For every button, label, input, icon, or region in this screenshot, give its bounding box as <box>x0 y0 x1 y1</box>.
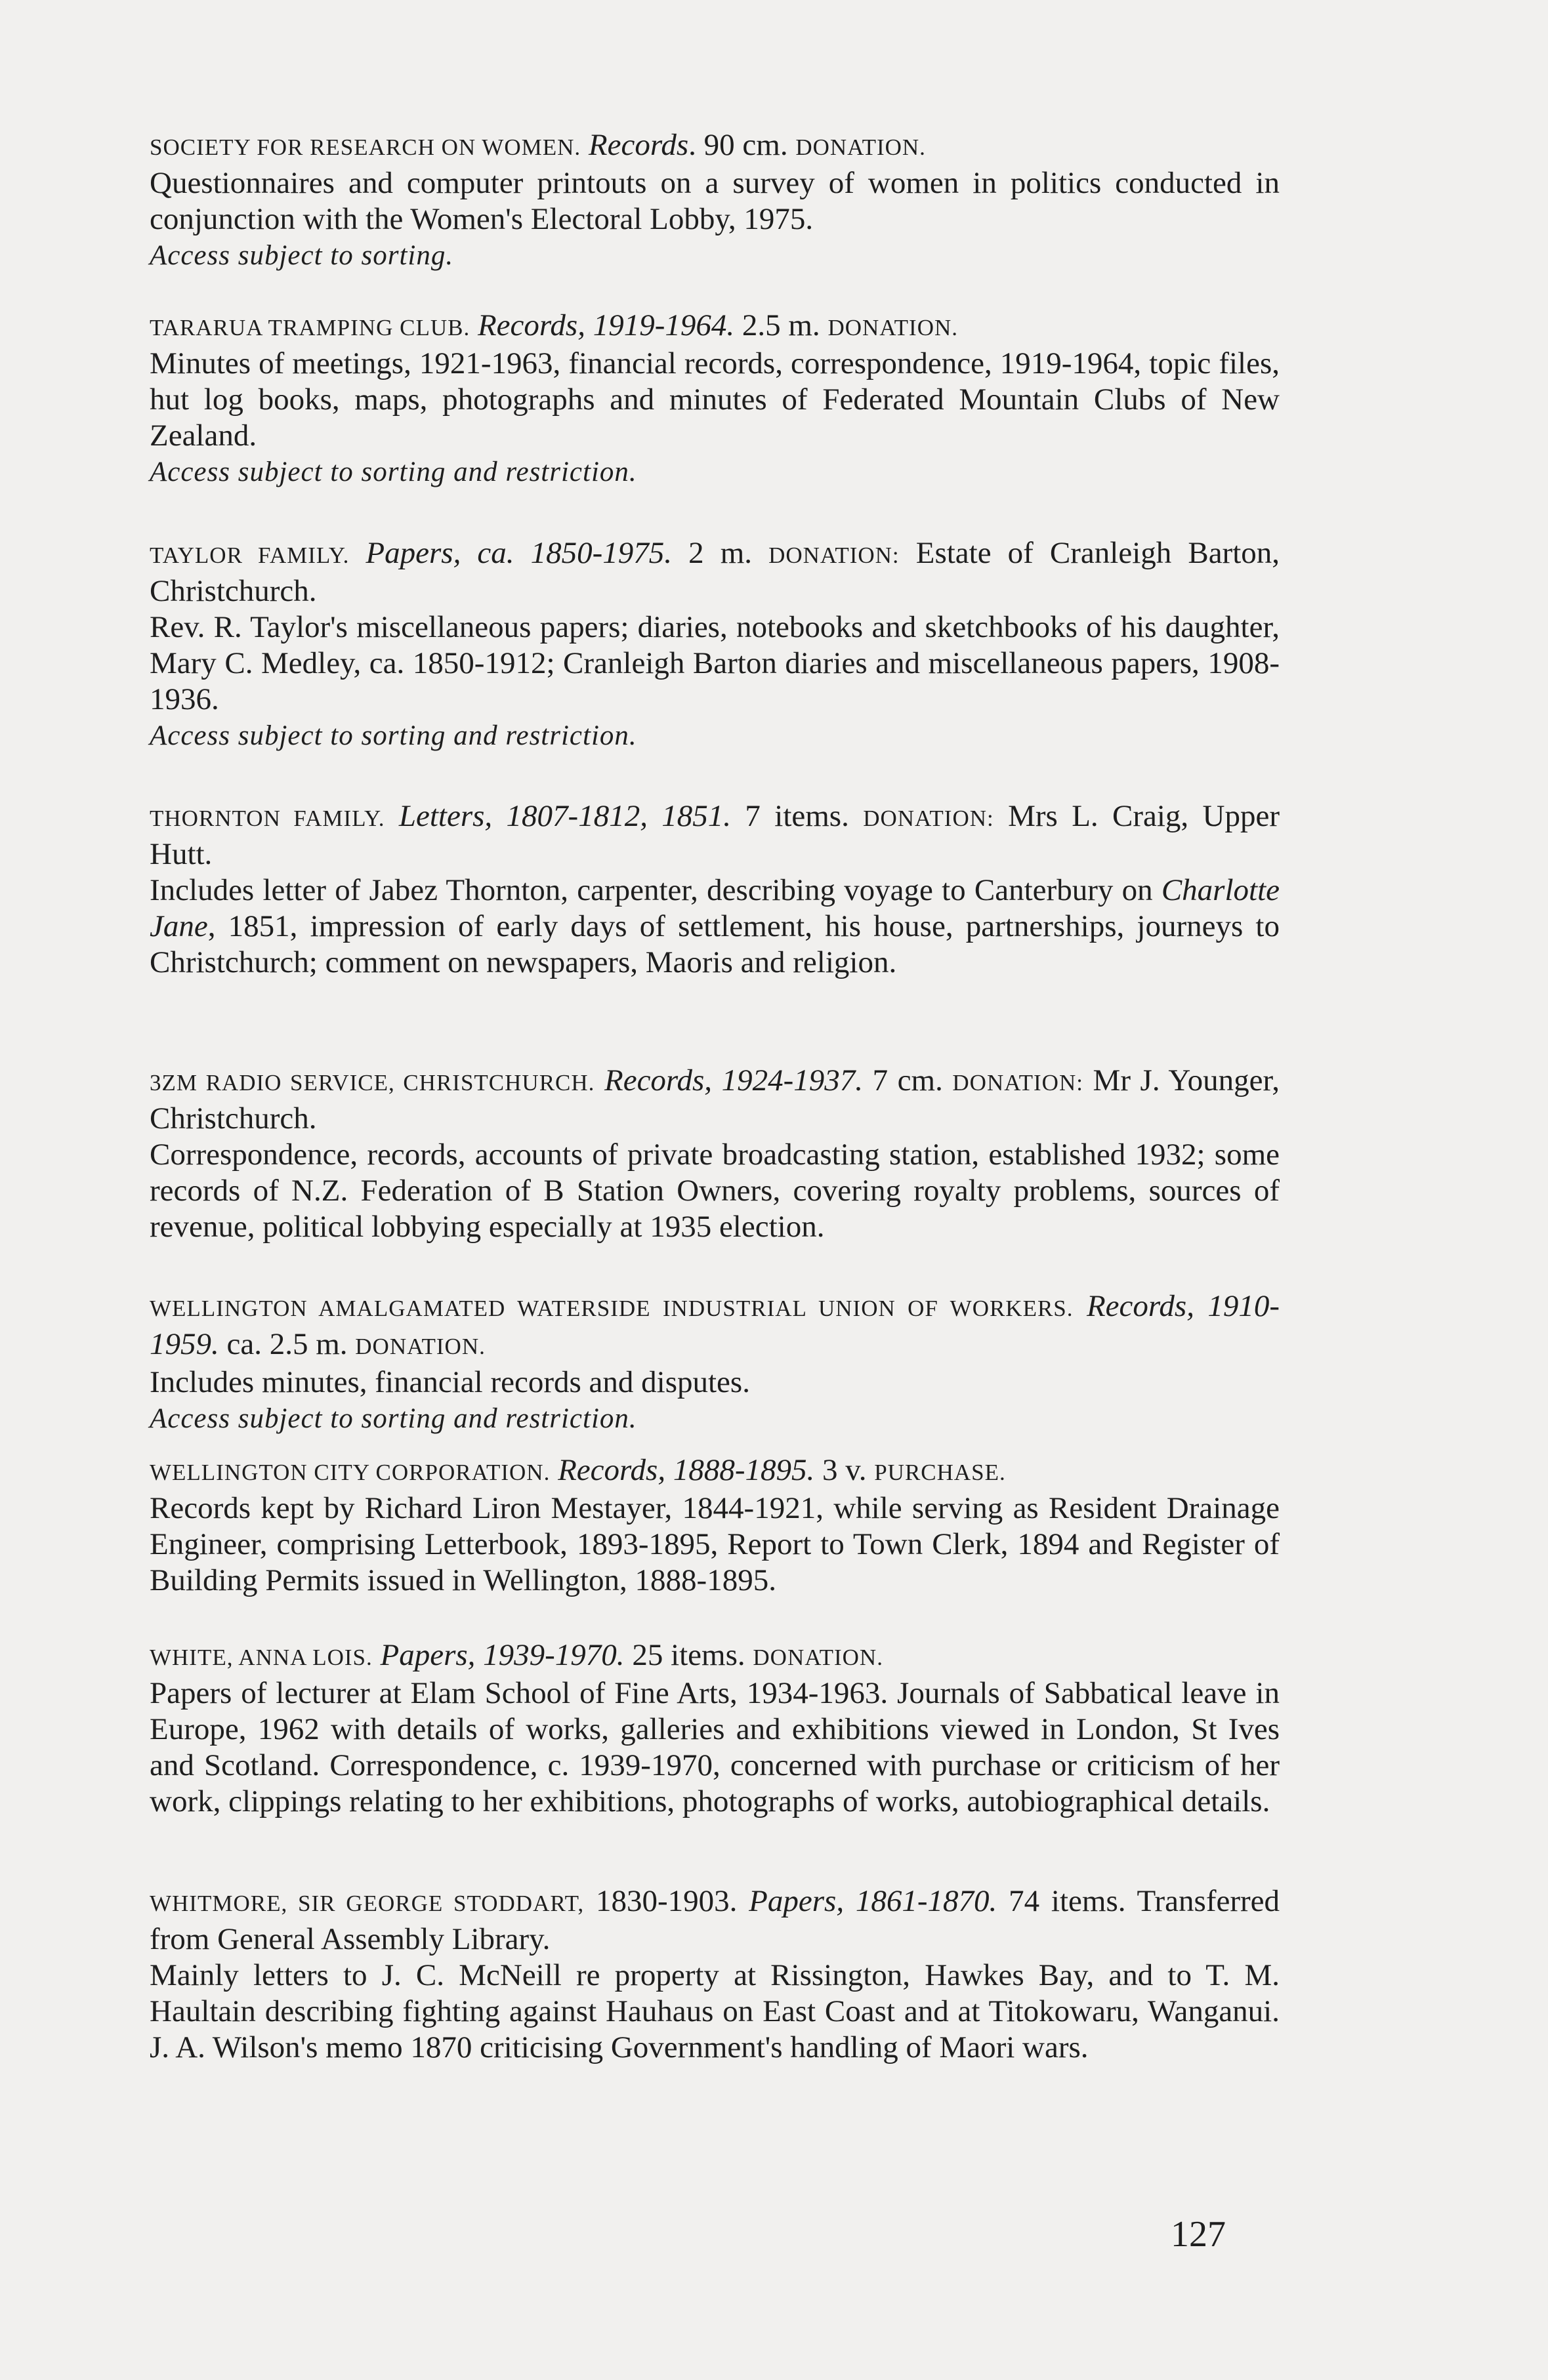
entry-name: SOCIETY FOR RESEARCH ON WOMEN. <box>150 134 581 160</box>
acquisition-label: DONATION. <box>355 1334 486 1359</box>
entry-extent: 3 v. <box>822 1453 867 1487</box>
donor: Mr J. Younger, Christchurch. <box>150 1063 1280 1136</box>
entry-wellington-city-corporation <box>150 1452 1280 1599</box>
entry-description <box>150 872 1280 981</box>
entry-name: WHITE, ANNA LOIS. <box>150 1645 373 1670</box>
page-number: 127 <box>1171 2214 1226 2255</box>
entry-heading <box>150 127 1280 165</box>
entry-form: Papers, ca. 1850-1975. <box>366 536 673 570</box>
ship-name: Charlotte Jane <box>150 873 1280 943</box>
entry-name: TAYLOR FAMILY. <box>150 543 350 568</box>
entry-description: Minutes of meetings, 1921-1963, financial records, correspondence, 1919-1964, topic files, hut log books, maps, photographs and minutes of Federated Mountain Clubs of New Zealand. <box>150 346 1280 453</box>
entry-extent: 25 items. <box>632 1638 745 1672</box>
entry-heading <box>150 798 1280 872</box>
entry-extent: 74 items. <box>1009 1884 1126 1918</box>
entry-description: Correspondence, records, accounts of private broadcasting station, established 1932; some records of N.Z. Federation of B Station Owners, covering royalty problems, sources of revenue, political lobbying especially at 1935 election. <box>150 1138 1280 1244</box>
entry-name: WHITMORE, SIR GEORGE STODDART, <box>150 1891 585 1916</box>
entry-whitmore-george-stoddart <box>150 1883 1280 2066</box>
entry-form: Records, 1919-1964. <box>477 308 735 342</box>
description-part: Includes letter of Jabez Thornton, carpenter, describing voyage to Canterbury on <box>150 873 1161 907</box>
entry-name: WELLINGTON AMALGAMATED WATERSIDE INDUSTRIAL UNION OF WORKERS. <box>150 1296 1074 1321</box>
entry-form: Records, 1888-1895. <box>558 1453 815 1487</box>
access-note: Access subject to sorting and restriction. <box>150 457 637 487</box>
entry-dates: 1830-1903. <box>595 1884 738 1918</box>
donor: Mrs L. Craig, Upper Hutt. <box>150 799 1280 871</box>
entry-name: WELLINGTON CITY CORPORATION. <box>150 1460 551 1485</box>
entry-description: Records kept by Richard Liron Mestayer, 1844-1921, while serving as Resident Drainage Engineer, comprising Letterbook, 1893-1895, Report to Town Clerk, 1894 and Register of Building Permits issued in Wellington, 1888-1895. <box>150 1491 1280 1597</box>
entry-name: TARARUA TRAMPING CLUB. <box>150 315 471 340</box>
entry-heading <box>150 1288 1280 1364</box>
entry-heading <box>150 535 1280 609</box>
acquisition-label: DONATION. <box>753 1645 883 1670</box>
entry-extent: 2 m. <box>688 536 753 570</box>
entry-3zm-radio-service <box>150 1063 1280 1245</box>
entry-form: Records, 1924-1937. <box>604 1063 863 1098</box>
entry-name: 3ZM RADIO SERVICE, CHRISTCHURCH. <box>150 1070 595 1096</box>
entry-heading <box>150 1637 1280 1675</box>
acquisition-label: DONATION: <box>863 806 994 831</box>
donor: Estate of Cranleigh Barton, Christchurch. <box>150 536 1280 608</box>
acquisition-label: DONATION: <box>768 543 900 568</box>
provenance: Transferred from General Assembly Library. <box>150 1884 1280 1956</box>
entry-heading <box>150 1883 1280 1958</box>
entry-form: Papers, 1939-1970. <box>380 1638 625 1672</box>
entry-taylor-family <box>150 535 1280 754</box>
access-note: Access subject to sorting and restriction. <box>150 1403 637 1434</box>
entry-white-anna-lois <box>150 1637 1280 1820</box>
entry-heading <box>150 1452 1280 1490</box>
access-note: Access subject to sorting. <box>150 240 454 271</box>
entry-extent: 7 items. <box>745 799 849 833</box>
entry-extent: 7 cm. <box>872 1063 943 1098</box>
entry-form: Letters, 1807-1812, 1851. <box>398 799 732 833</box>
entry-heading <box>150 1063 1280 1137</box>
entry-form: Papers, 1861-1870. <box>749 1884 997 1918</box>
entry-tararua-tramping-club <box>150 308 1280 490</box>
entry-heading <box>150 308 1280 346</box>
acquisition-label: PURCHASE. <box>874 1460 1006 1485</box>
entry-description: Questionnaires and computer printouts on a survey of women in politics conducted in conjunction with the Women's Electoral Lobby, 1975. <box>150 166 1280 236</box>
entry-wellington-waterside-union <box>150 1288 1280 1437</box>
entry-form: Records, 1910-1959. <box>150 1289 1280 1361</box>
entry-form: Records <box>588 128 689 162</box>
access-note: Access subject to sorting and restriction. <box>150 720 637 751</box>
entry-society-for-research-on-women <box>150 127 1280 274</box>
acquisition-label: DONATION. <box>827 315 958 340</box>
description-part: , 1851, impression of early days of settlement, his house, partnerships, journeys to Christchurch; comment on newspapers, Maoris and religion. <box>150 909 1280 979</box>
entry-description: Includes minutes, financial records and disputes. <box>150 1365 750 1399</box>
entry-extent: . 90 cm. <box>688 128 788 162</box>
entry-extent: ca. 2.5 m. <box>226 1327 348 1361</box>
entry-description: Rev. R. Taylor's miscellaneous papers; diaries, notebooks and sketchbooks of his daughter, Mary C. Medley, ca. 1850-1912; Cranleigh Barton diaries and miscellaneous papers, 1908-1936. <box>150 610 1280 716</box>
acquisition-label: DONATION: <box>952 1070 1083 1096</box>
entry-thornton-family <box>150 798 1280 981</box>
entry-description: Mainly letters to J. C. McNeill re property at Rissington, Hawkes Bay, and to T. M. Haultain describing fighting against Hauhaus on East Coast and at Titokowaru, Wanganui. J. A. Wilson's memo 1870 criticising Government's handling of Maori wars. <box>150 1958 1280 2064</box>
entry-description: Papers of lecturer at Elam School of Fine Arts, 1934-1963. Journals of Sabbatical leave in Europe, 1962 with details of works, galleries and exhibitions viewed in London, St Ives and Scotland. Correspondence, c. 1939-1970, concerned with purchase or criticism of her work, clippings relating to her exhibitions, photographs of works, autobiographical details. <box>150 1676 1280 1818</box>
entry-extent: 2.5 m. <box>742 308 820 342</box>
acquisition-label: DONATION. <box>795 134 926 160</box>
entry-name: THORNTON FAMILY. <box>150 806 385 831</box>
